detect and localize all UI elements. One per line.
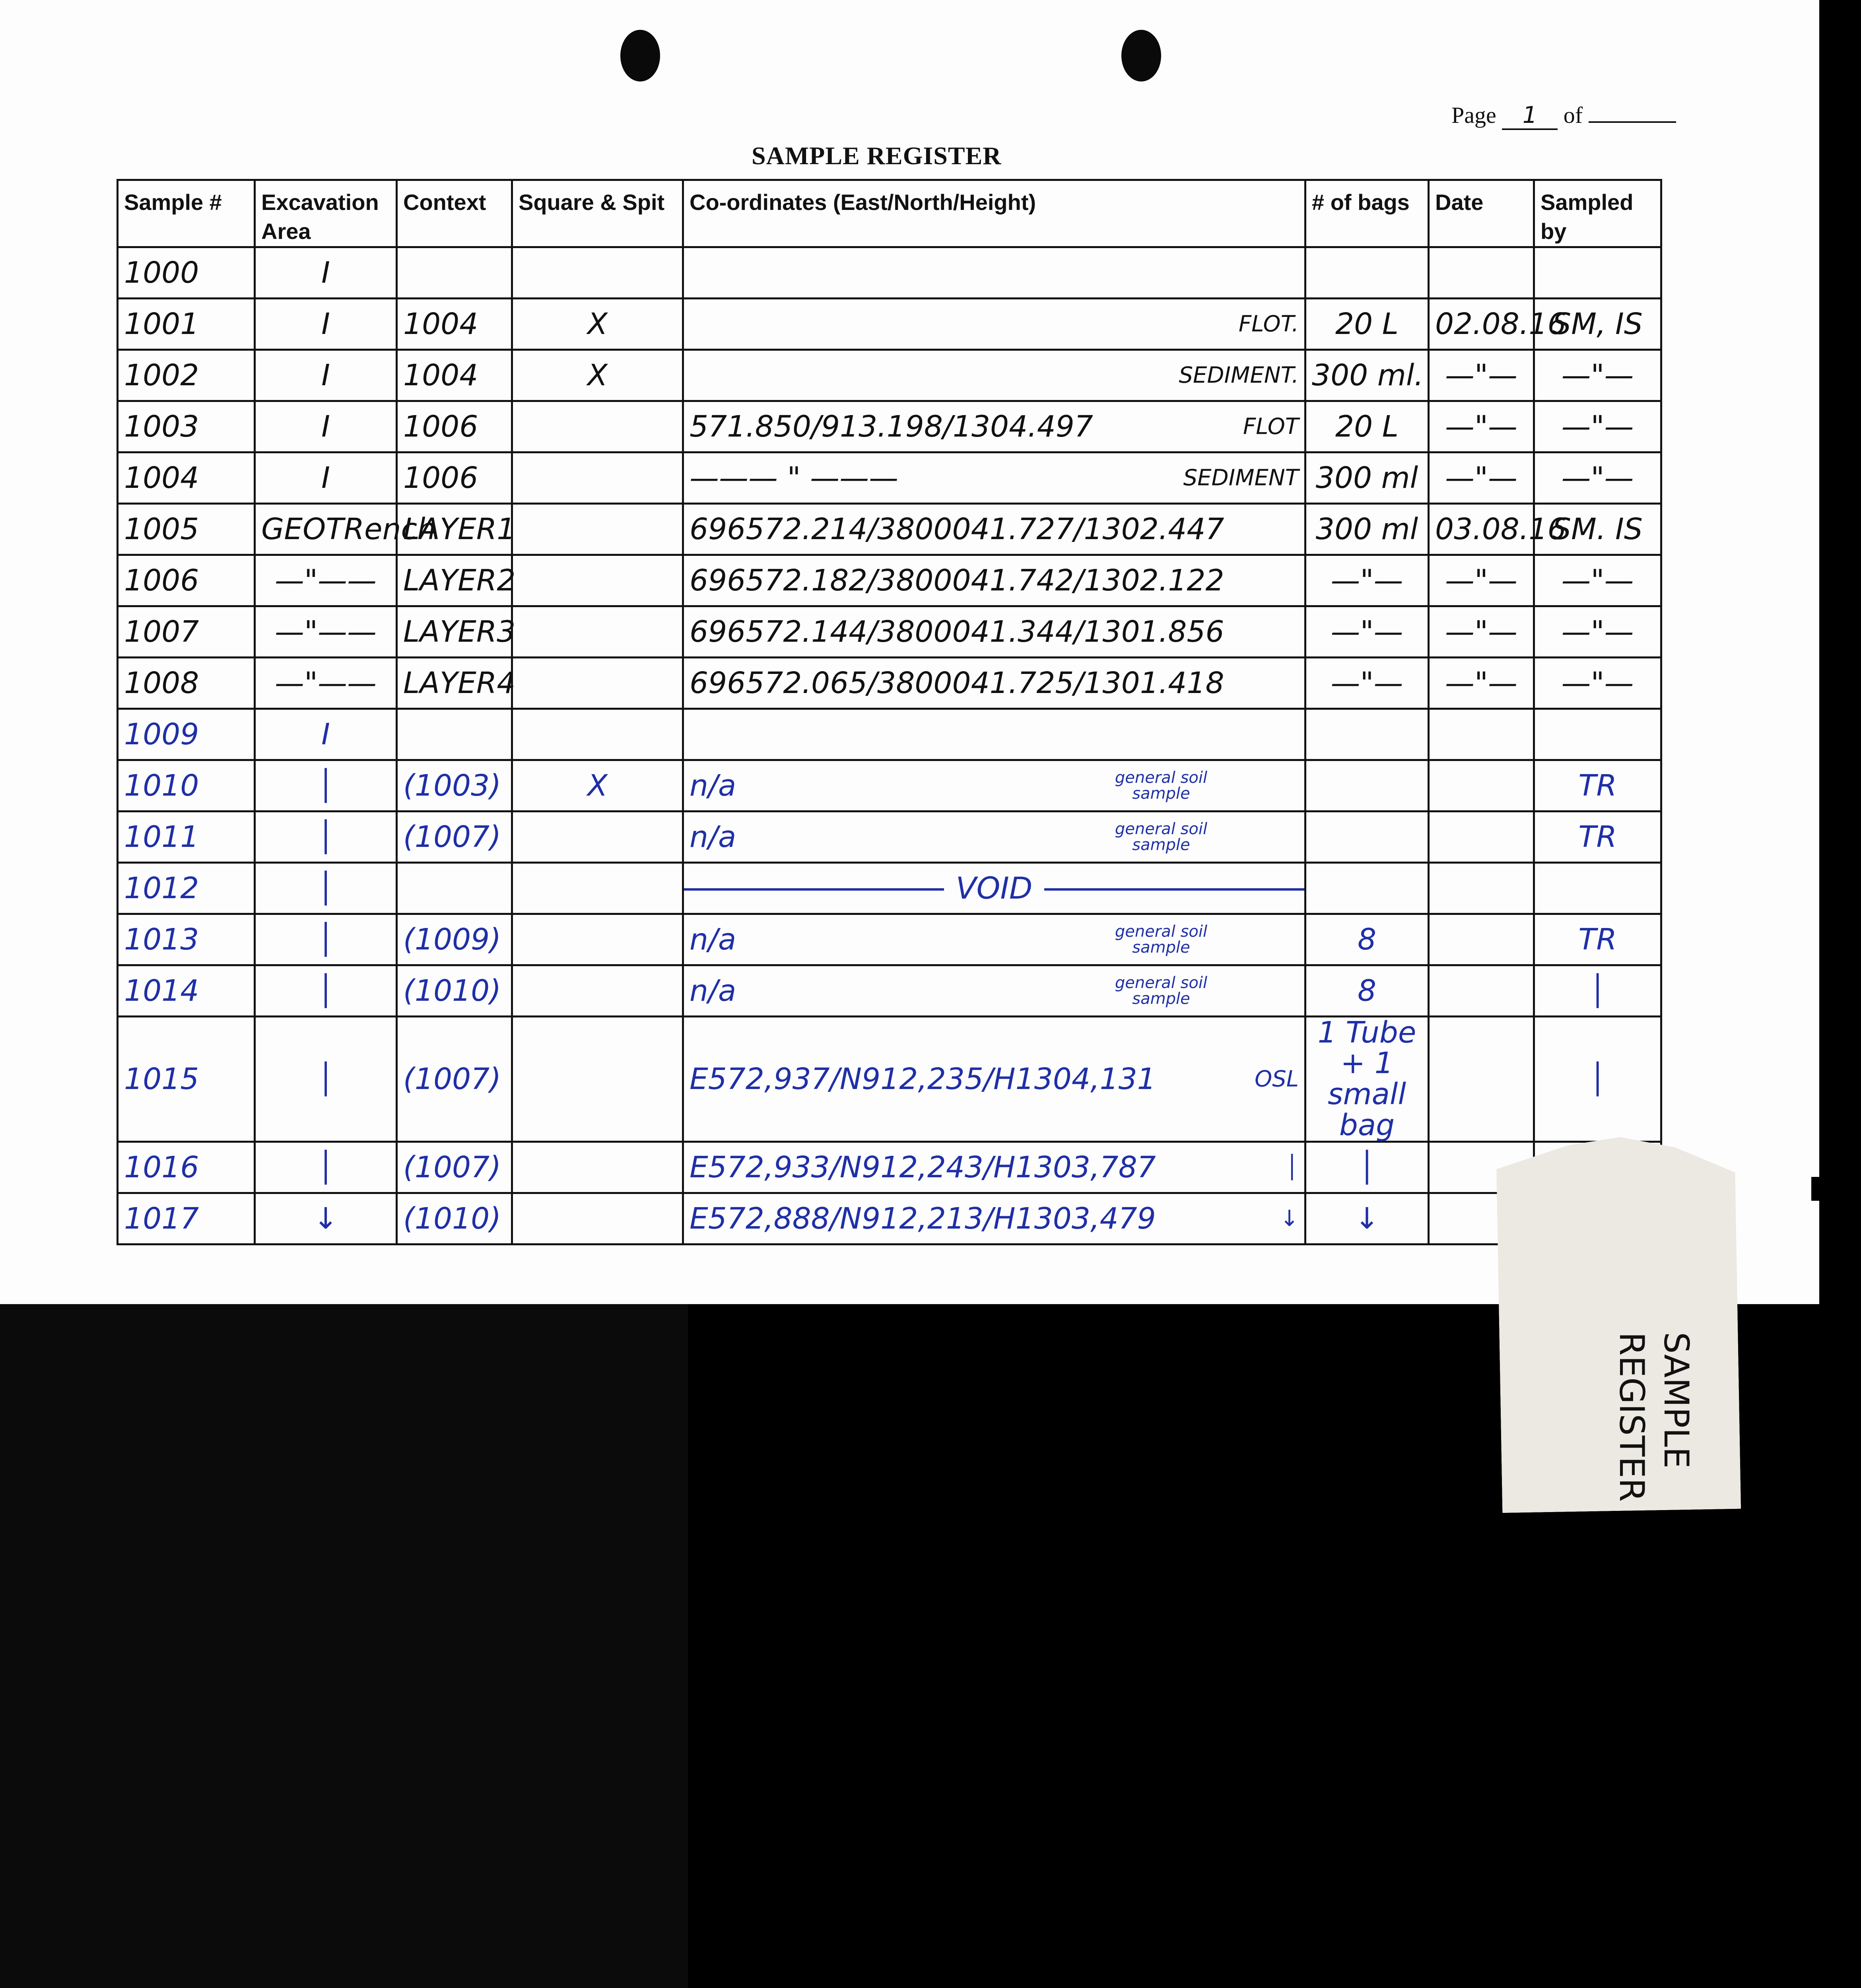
cell-area: I	[255, 298, 397, 349]
table-row	[118, 452, 1661, 503]
table-row	[118, 760, 1661, 811]
cell-context: 1004	[397, 298, 512, 349]
page-total	[1589, 121, 1676, 123]
cell-square	[512, 1016, 683, 1142]
tab-label-line: REGISTER	[1612, 1332, 1652, 1502]
sample-type-note: SEDIMENT.	[1179, 362, 1299, 388]
coords-value: E572,933/N912,243/H1303,787	[690, 1150, 1156, 1185]
table-row	[118, 401, 1661, 452]
cell-bags	[1305, 709, 1429, 760]
header-row	[118, 180, 1661, 247]
cell-square	[512, 657, 683, 709]
cell-coords	[683, 349, 1305, 401]
punch-hole	[620, 30, 660, 82]
coords-value: n/a	[690, 768, 736, 803]
cell-bags: 1 Tube + 1 small bag	[1305, 1016, 1429, 1142]
cell-context: LAYER3	[397, 606, 512, 657]
cell-date	[1429, 709, 1534, 760]
cell-date	[1429, 1016, 1534, 1142]
cell-area: │	[255, 811, 397, 862]
cell-coords	[683, 914, 1305, 965]
cell-bags: —"—	[1305, 555, 1429, 606]
cell-bags: │	[1305, 1142, 1429, 1193]
cell-context: (1007)	[397, 811, 512, 862]
cell-area: │	[255, 965, 397, 1016]
cell-coords	[683, 1016, 1305, 1142]
sample-type-note: │	[1285, 1154, 1299, 1180]
cell-context: LAYER4	[397, 657, 512, 709]
cell-sampled-by: TR	[1534, 914, 1661, 965]
cell-context: (1007)	[397, 1016, 512, 1142]
cell-date: 03.08.16	[1429, 503, 1534, 555]
cell-square	[512, 401, 683, 452]
coords-value: ——— " ———	[690, 460, 899, 495]
cell-bags: —"—	[1305, 657, 1429, 709]
cell-bags: 20 L	[1305, 298, 1429, 349]
table-row	[118, 247, 1661, 298]
cell-sampled-by: —"—	[1534, 401, 1661, 452]
table-row	[118, 709, 1661, 760]
cell-sampled-by: TR	[1534, 811, 1661, 862]
cell-square	[512, 965, 683, 1016]
cell-bags	[1305, 247, 1429, 298]
cell-date: —"—	[1429, 657, 1534, 709]
cell-area: —"——	[255, 555, 397, 606]
cell-date	[1429, 760, 1534, 811]
cell-bags: 300 ml	[1305, 452, 1429, 503]
cell-area: │	[255, 760, 397, 811]
cell-sample: 1011	[118, 811, 255, 862]
table-row	[118, 811, 1661, 862]
cell-sample: 1000	[118, 247, 255, 298]
table-body	[118, 247, 1661, 1244]
cell-square: X	[512, 298, 683, 349]
cell-area: │	[255, 1016, 397, 1142]
sample-type-note: general soil sample	[1115, 819, 1208, 854]
sample-register-table	[117, 179, 1662, 1245]
cell-area: │	[255, 862, 397, 914]
punch-hole	[1121, 30, 1161, 82]
cell-sample: 1006	[118, 555, 255, 606]
cell-square	[512, 555, 683, 606]
coords-value: 696572.214/3800041.727/1302.447	[690, 512, 1224, 546]
cell-sample: 1012	[118, 862, 255, 914]
col-header-square: Square & Spit	[512, 180, 683, 247]
cell-sample: 1003	[118, 401, 255, 452]
cell-sampled-by: SM, IS	[1534, 298, 1661, 349]
cell-sampled-by: SM. IS	[1534, 503, 1661, 555]
table-row	[118, 965, 1661, 1016]
col-header-sampled-by: Sampled by	[1534, 180, 1661, 247]
cell-area: I	[255, 247, 397, 298]
coords-value: n/a	[690, 922, 736, 957]
cell-sampled-by	[1534, 862, 1661, 914]
page-title: SAMPLE REGISTER	[752, 142, 1002, 170]
coords-value: 696572.182/3800041.742/1302.122	[690, 563, 1224, 598]
table-row	[118, 298, 1661, 349]
cell-square: X	[512, 760, 683, 811]
coords-value: E572,888/N912,213/H1303,479	[690, 1202, 1156, 1236]
cell-coords	[683, 1142, 1305, 1193]
cell-sample: 1015	[118, 1016, 255, 1142]
cell-area: │	[255, 1142, 397, 1193]
coords-value: 571.850/913.198/1304.497	[690, 409, 1093, 444]
cell-date	[1429, 862, 1534, 914]
cell-date	[1429, 914, 1534, 965]
cell-sample: 1002	[118, 349, 255, 401]
cell-sample: 1009	[118, 709, 255, 760]
cell-sample: 1007	[118, 606, 255, 657]
cell-sample: 1017	[118, 1193, 255, 1244]
cell-coords	[683, 247, 1305, 298]
sample-type-note: ↓	[1280, 1206, 1299, 1232]
cell-date: —"—	[1429, 555, 1534, 606]
cell-context: 1004	[397, 349, 512, 401]
cell-square	[512, 914, 683, 965]
cell-square	[512, 247, 683, 298]
cell-sample: 1010	[118, 760, 255, 811]
cell-square	[512, 811, 683, 862]
cell-sample: 1008	[118, 657, 255, 709]
cell-date: —"—	[1429, 452, 1534, 503]
sample-type-note: OSL	[1255, 1066, 1299, 1092]
cell-context: (1003)	[397, 760, 512, 811]
cell-coords	[683, 760, 1305, 811]
table-row	[118, 862, 1661, 914]
coords-value: E572,937/N912,235/H1304,131	[690, 1062, 1156, 1096]
cell-sampled-by: │	[1534, 1016, 1661, 1142]
cell-context: LAYER1	[397, 503, 512, 555]
cell-sampled-by	[1534, 709, 1661, 760]
sample-type-note: general soil sample	[1115, 973, 1208, 1008]
sample-type-note: SEDIMENT	[1183, 465, 1299, 491]
cell-sampled-by: —"—	[1534, 452, 1661, 503]
cell-coords	[683, 709, 1305, 760]
cell-bags: ↓	[1305, 1193, 1429, 1244]
cell-sampled-by: TR	[1534, 760, 1661, 811]
col-header-sample: Sample #	[118, 180, 255, 247]
cell-area: I	[255, 349, 397, 401]
sample-type-note: general soil sample	[1115, 922, 1208, 957]
table-row	[118, 555, 1661, 606]
cell-sampled-by: —"—	[1534, 606, 1661, 657]
cell-square	[512, 606, 683, 657]
cell-bags	[1305, 760, 1429, 811]
cell-date	[1429, 811, 1534, 862]
cell-coords	[683, 401, 1305, 452]
cell-bags: 300 ml	[1305, 503, 1429, 555]
cell-context: 1006	[397, 401, 512, 452]
cell-date: —"—	[1429, 606, 1534, 657]
col-header-date: Date	[1429, 180, 1534, 247]
cell-area: I	[255, 401, 397, 452]
table-row	[118, 349, 1661, 401]
cell-coords	[683, 298, 1305, 349]
cell-context: (1010)	[397, 965, 512, 1016]
cell-sampled-by: —"—	[1534, 555, 1661, 606]
cell-context: (1010)	[397, 1193, 512, 1244]
cell-bags	[1305, 811, 1429, 862]
cell-coords	[683, 657, 1305, 709]
cell-context	[397, 862, 512, 914]
sample-type-note: FLOT.	[1238, 311, 1299, 337]
cell-square	[512, 709, 683, 760]
table-row	[118, 657, 1661, 709]
cell-bags	[1305, 862, 1429, 914]
cell-context	[397, 247, 512, 298]
cell-square	[512, 1142, 683, 1193]
page-number-field	[1451, 101, 1676, 130]
cell-coords	[683, 503, 1305, 555]
coords-value: 696572.144/3800041.344/1301.856	[690, 614, 1224, 649]
cell-sample: 1005	[118, 503, 255, 555]
cell-sample: 1004	[118, 452, 255, 503]
cell-sampled-by	[1534, 247, 1661, 298]
cell-context: (1009)	[397, 914, 512, 965]
cell-bags: 20 L	[1305, 401, 1429, 452]
coords-value: n/a	[690, 973, 736, 1008]
sample-type-note: general soil sample	[1115, 768, 1208, 803]
coords-value: n/a	[690, 819, 736, 854]
table-row	[118, 914, 1661, 965]
cell-square: X	[512, 349, 683, 401]
cell-sample: 1014	[118, 965, 255, 1016]
cell-sample: 1001	[118, 298, 255, 349]
cell-date: —"—	[1429, 349, 1534, 401]
cell-bags: —"—	[1305, 606, 1429, 657]
cell-coords	[683, 811, 1305, 862]
cell-sample: 1016	[118, 1142, 255, 1193]
sheet-edge-notch	[1811, 1177, 1821, 1201]
cell-area: │	[255, 914, 397, 965]
cell-sampled-by: │	[1534, 965, 1661, 1016]
cell-sampled-by: —"—	[1534, 657, 1661, 709]
cell-context: LAYER2	[397, 555, 512, 606]
page-number: 1	[1502, 101, 1558, 130]
cell-area: —"——	[255, 657, 397, 709]
cell-coords	[683, 452, 1305, 503]
cell-date: 02.08.16	[1429, 298, 1534, 349]
cell-bags: 300 ml.	[1305, 349, 1429, 401]
cell-date: —"—	[1429, 401, 1534, 452]
cell-square	[512, 503, 683, 555]
page-label: Page	[1451, 102, 1496, 128]
cell-coords	[683, 965, 1305, 1016]
cell-sampled-by: —"—	[1534, 349, 1661, 401]
cell-area: GEOTRench	[255, 503, 397, 555]
index-tab-label	[1539, 1332, 1698, 1502]
table-row	[118, 503, 1661, 555]
cell-square	[512, 1193, 683, 1244]
cell-coords	[683, 1193, 1305, 1244]
coords-value: 696572.065/3800041.725/1301.418	[690, 666, 1224, 700]
cell-date	[1429, 965, 1534, 1016]
void-label: VOID	[944, 870, 1045, 906]
table-row	[118, 1193, 1661, 1244]
cell-coords	[683, 606, 1305, 657]
table-row	[118, 1142, 1661, 1193]
cell-bags: 8	[1305, 965, 1429, 1016]
col-header-area: Excavation Area	[255, 180, 397, 247]
cell-area: I	[255, 452, 397, 503]
cell-date	[1429, 247, 1534, 298]
col-header-coords: Co-ordinates (East/North/Height)	[683, 180, 1305, 247]
tab-label-line: SAMPLE	[1656, 1332, 1696, 1469]
cell-context: 1006	[397, 452, 512, 503]
table-row	[118, 606, 1661, 657]
of-label: of	[1563, 102, 1583, 128]
col-header-context: Context	[397, 180, 512, 247]
cell-sample: 1013	[118, 914, 255, 965]
cell-square	[512, 862, 683, 914]
cell-area: ↓	[255, 1193, 397, 1244]
sample-type-note: FLOT	[1243, 414, 1299, 440]
cell-coords	[683, 555, 1305, 606]
cell-bags: 8	[1305, 914, 1429, 965]
cell-context: (1007)	[397, 1142, 512, 1193]
cell-context	[397, 709, 512, 760]
col-header-bags: # of bags	[1305, 180, 1429, 247]
cell-area: I	[255, 709, 397, 760]
table-row	[118, 1016, 1661, 1142]
cell-area: —"——	[255, 606, 397, 657]
cell-coords	[683, 862, 1305, 914]
cell-square	[512, 452, 683, 503]
